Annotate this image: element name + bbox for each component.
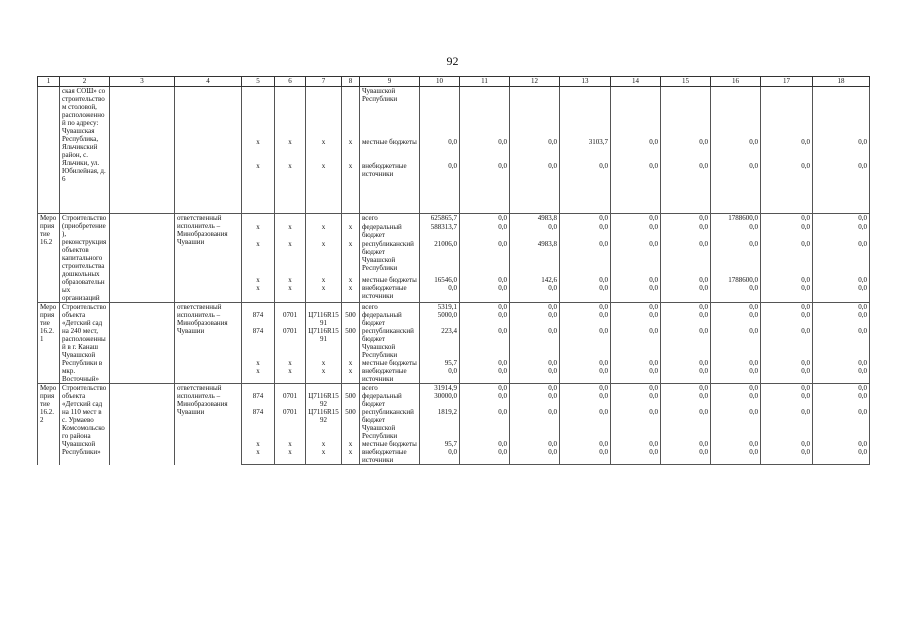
amount-cell: 0,0 (813, 223, 870, 241)
executor-cell (175, 87, 242, 214)
amount-cell: 0,0 (661, 327, 711, 359)
amount-cell: 0,0 (661, 240, 711, 275)
target-article-cell: x (306, 284, 342, 302)
amount-cell: 0,0 (510, 303, 560, 312)
target-article-cell: Ц7116R1592 (306, 392, 342, 408)
funding-source-cell: местные бюджеты (360, 138, 420, 163)
amount-cell: 0,0 (661, 138, 711, 163)
amount-cell: 0,0 (460, 367, 510, 384)
target-article-cell: x (306, 448, 342, 465)
expense-type-cell: x (342, 162, 360, 213)
target-article-cell: x (306, 440, 342, 448)
section-code-cell: x (275, 240, 306, 275)
amount-cell: 0,0 (560, 223, 611, 241)
amount-cell: 0,0 (510, 367, 560, 384)
funding-source-cell: внебюджетные источники (360, 367, 420, 384)
amount-cell: 0,0 (560, 392, 611, 408)
amount-cell: 0,0 (611, 240, 661, 275)
expense-type-cell: 500 (342, 327, 360, 359)
amount-cell: 0,0 (460, 448, 510, 465)
expense-type-cell: x (342, 284, 360, 302)
kbk-code-cell (242, 214, 275, 223)
amount-cell (611, 87, 661, 138)
amount-cell: 0,0 (611, 327, 661, 359)
expense-type-cell: 500 (342, 392, 360, 408)
column-number-8: 8 (342, 77, 360, 87)
kbk-code-cell: 874 (242, 392, 275, 408)
amount-cell: 0,0 (711, 392, 761, 408)
funding-source-cell: внебюджетные источники (360, 284, 420, 302)
expense-type-cell: x (342, 240, 360, 275)
amount-cell: 0,0 (460, 138, 510, 163)
measure-name-cell: Строительство объекта «Детский сад на 110 мест в с. Урмаево Комсомольского района Чувашской Республики» (60, 384, 110, 465)
amount-cell: 0,0 (761, 138, 813, 163)
kbk-code-cell: x (242, 367, 275, 384)
amount-cell: 0,0 (510, 359, 560, 367)
amount-cell: 0,0 (611, 303, 661, 312)
kbk-code-cell: 874 (242, 408, 275, 440)
amount-cell: 0,0 (560, 408, 611, 440)
funding-source-cell: всего (360, 303, 420, 312)
amount-cell: 0,0 (560, 162, 611, 213)
kbk-code-cell (242, 87, 275, 138)
section-code-cell: x (275, 276, 306, 285)
kbk-code-cell: 874 (242, 327, 275, 359)
amount-cell: 0,0 (510, 448, 560, 465)
amount-cell: 0,0 (661, 276, 711, 285)
expense-type-cell (342, 384, 360, 393)
amount-cell: 0,0 (460, 284, 510, 302)
amount-cell: 5319,1 (420, 303, 460, 312)
amount-cell: 0,0 (460, 327, 510, 359)
section-code-cell: x (275, 284, 306, 302)
target-article-cell (306, 303, 342, 312)
amount-cell: 0,0 (813, 303, 870, 312)
amount-cell: 0,0 (761, 284, 813, 302)
section-code-cell: x (275, 162, 306, 213)
kbk-code-cell: 874 (242, 311, 275, 327)
section-code-cell: x (275, 359, 306, 367)
amount-cell (661, 87, 711, 138)
amount-cell: 0,0 (761, 359, 813, 367)
kbk-code-cell: x (242, 448, 275, 465)
amount-cell: 1788600,0 (711, 276, 761, 285)
column-number-17: 17 (761, 77, 813, 87)
expense-type-cell: x (342, 276, 360, 285)
page-number: 92 (446, 54, 459, 68)
amount-cell: 0,0 (711, 223, 761, 241)
column-number-6: 6 (275, 77, 306, 87)
funding-source-cell: местные бюджеты (360, 359, 420, 367)
budget-table (37, 76, 870, 465)
kbk-code-cell: x (242, 284, 275, 302)
amount-cell: 21006,0 (420, 240, 460, 275)
amount-cell: 0,0 (420, 162, 460, 213)
amount-cell: 0,0 (611, 311, 661, 327)
section-code-cell (275, 303, 306, 312)
kbk-code-cell: x (242, 240, 275, 275)
executor-cell: ответственный исполнитель – Минобразования Чувашии (175, 384, 242, 465)
amount-cell: 0,0 (510, 311, 560, 327)
amount-cell: 0,0 (711, 284, 761, 302)
measure-id-cell (38, 138, 60, 163)
amount-cell: 625865,7 (420, 214, 460, 223)
amount-cell: 0,0 (560, 214, 611, 223)
section-code-cell: 0701 (275, 408, 306, 440)
funding-source-cell: федеральный бюджет (360, 223, 420, 241)
expense-type-cell: 500 (342, 408, 360, 440)
amount-cell: 0,0 (510, 384, 560, 393)
column-number-10: 10 (420, 77, 460, 87)
amount-cell: 0,0 (761, 162, 813, 213)
amount-cell: 16546,0 (420, 276, 460, 285)
empty-cell (110, 384, 175, 465)
column-number-12: 12 (510, 77, 560, 87)
column-number-1: 1 (38, 77, 60, 87)
table-row (38, 87, 870, 138)
amount-cell: 0,0 (661, 303, 711, 312)
section-code-cell: x (275, 448, 306, 465)
amount-cell: 0,0 (813, 384, 870, 393)
column-number-15: 15 (661, 77, 711, 87)
kbk-code-cell: x (242, 138, 275, 163)
amount-cell: 0,0 (661, 384, 711, 393)
expense-type-cell: x (342, 223, 360, 241)
amount-cell: 588313,7 (420, 223, 460, 241)
amount-cell: 0,0 (560, 448, 611, 465)
amount-cell: 0,0 (611, 359, 661, 367)
amount-cell: 0,0 (460, 359, 510, 367)
amount-cell: 0,0 (761, 448, 813, 465)
amount-cell: 0,0 (420, 367, 460, 384)
measure-id-cell: Мероприятие 16.2 (38, 214, 60, 303)
funding-source-cell: республиканский бюджет Чувашской Республики (360, 327, 420, 359)
amount-cell: 0,0 (460, 440, 510, 448)
expense-type-cell (342, 303, 360, 312)
amount-cell: 0,0 (611, 276, 661, 285)
amount-cell: 0,0 (560, 276, 611, 285)
amount-cell: 0,0 (761, 367, 813, 384)
amount-cell: 0,0 (761, 240, 813, 275)
amount-cell: 0,0 (460, 162, 510, 213)
expense-type-cell (342, 87, 360, 138)
amount-cell: 0,0 (460, 240, 510, 275)
amount-cell: 0,0 (510, 138, 560, 163)
amount-cell: 0,0 (761, 392, 813, 408)
amount-cell: 0,0 (460, 311, 510, 327)
section-code-cell: 0701 (275, 392, 306, 408)
amount-cell: 0,0 (761, 214, 813, 223)
amount-cell: 0,0 (510, 162, 560, 213)
target-article-cell: x (306, 240, 342, 275)
table-body (38, 87, 870, 465)
funding-source-cell: федеральный бюджет (360, 392, 420, 408)
amount-cell: 0,0 (813, 367, 870, 384)
amount-cell: 0,0 (661, 214, 711, 223)
amount-cell: 0,0 (510, 223, 560, 241)
target-article-cell (306, 87, 342, 138)
target-article-cell: x (306, 367, 342, 384)
measure-id-cell (38, 162, 60, 213)
amount-cell: 31914,9 (420, 384, 460, 393)
expense-type-cell: x (342, 440, 360, 448)
target-article-cell: x (306, 223, 342, 241)
expense-type-cell: 500 (342, 311, 360, 327)
section-code-cell (275, 214, 306, 223)
amount-cell: 0,0 (560, 311, 611, 327)
column-number-4: 4 (175, 77, 242, 87)
executor-cell: ответственный исполнитель – Минобразования Чувашии (175, 303, 242, 384)
amount-cell: 0,0 (420, 138, 460, 163)
target-article-cell (306, 384, 342, 393)
amount-cell: 223,4 (420, 327, 460, 359)
amount-cell: 0,0 (813, 138, 870, 163)
target-article-cell: Ц7116R1591 (306, 311, 342, 327)
amount-cell: 0,0 (711, 162, 761, 213)
amount-cell: 0,0 (761, 384, 813, 393)
amount-cell: 0,0 (611, 162, 661, 213)
section-code-cell (275, 87, 306, 138)
column-number-13: 13 (560, 77, 611, 87)
expense-type-cell: x (342, 367, 360, 384)
amount-cell: 0,0 (460, 303, 510, 312)
amount-cell: 0,0 (761, 327, 813, 359)
expense-type-cell: x (342, 448, 360, 465)
amount-cell: 0,0 (510, 392, 560, 408)
amount-cell: 0,0 (761, 276, 813, 285)
amount-cell: 0,0 (460, 408, 510, 440)
expense-type-cell (342, 214, 360, 223)
amount-cell: 0,0 (560, 303, 611, 312)
amount-cell: 0,0 (560, 284, 611, 302)
amount-cell: 3103,7 (560, 138, 611, 163)
amount-cell: 0,0 (813, 448, 870, 465)
target-article-cell: x (306, 138, 342, 163)
amount-cell: 0,0 (560, 359, 611, 367)
amount-cell: 0,0 (460, 276, 510, 285)
amount-cell: 95,7 (420, 440, 460, 448)
funding-source-cell: федеральный бюджет (360, 311, 420, 327)
executor-cell: ответственный исполнитель – Минобразования Чувашии (175, 214, 242, 303)
table-row (38, 303, 870, 312)
amount-cell: 0,0 (711, 384, 761, 393)
kbk-code-cell: x (242, 440, 275, 448)
funding-source-cell: всего (360, 214, 420, 223)
amount-cell: 0,0 (611, 138, 661, 163)
amount-cell: 0,0 (420, 448, 460, 465)
amount-cell: 0,0 (761, 408, 813, 440)
measure-name-cell: Строительство объекта «Детский сад на 240 мест, расположенный в г. Канаш Чувашской Республики в мкр. Восточный» (60, 303, 110, 384)
amount-cell: 0,0 (813, 311, 870, 327)
kbk-code-cell (242, 303, 275, 312)
amount-cell (560, 87, 611, 138)
column-number-5: 5 (242, 77, 275, 87)
amount-cell: 0,0 (560, 327, 611, 359)
amount-cell: 0,0 (813, 408, 870, 440)
amount-cell (813, 87, 870, 138)
amount-cell: 95,7 (420, 359, 460, 367)
amount-cell: 0,0 (711, 138, 761, 163)
amount-cell: 0,0 (661, 311, 711, 327)
column-number-3: 3 (110, 77, 175, 87)
target-article-cell: x (306, 359, 342, 367)
amount-cell: 0,0 (611, 214, 661, 223)
section-code-cell: x (275, 440, 306, 448)
amount-cell: 0,0 (611, 367, 661, 384)
amount-cell: 4983,8 (510, 240, 560, 275)
amount-cell (510, 87, 560, 138)
amount-cell: 0,0 (661, 367, 711, 384)
amount-cell: 0,0 (813, 392, 870, 408)
funding-source-cell: внебюджетные источники (360, 162, 420, 213)
amount-cell: 0,0 (711, 327, 761, 359)
amount-cell: 0,0 (560, 240, 611, 275)
amount-cell: 0,0 (661, 408, 711, 440)
amount-cell: 0,0 (560, 384, 611, 393)
column-number-18: 18 (813, 77, 870, 87)
amount-cell: 0,0 (611, 448, 661, 465)
column-number-7: 7 (306, 77, 342, 87)
section-code-cell: 0701 (275, 327, 306, 359)
amount-cell (761, 87, 813, 138)
column-number-header (38, 77, 870, 87)
amount-cell: 0,0 (813, 359, 870, 367)
amount-cell: 0,0 (510, 284, 560, 302)
kbk-code-cell: x (242, 162, 275, 213)
column-number-2: 2 (60, 77, 110, 87)
amount-cell: 0,0 (711, 311, 761, 327)
amount-cell: 1819,2 (420, 408, 460, 440)
kbk-code-cell: x (242, 276, 275, 285)
amount-cell: 0,0 (661, 223, 711, 241)
amount-cell: 0,0 (711, 240, 761, 275)
amount-cell: 0,0 (510, 408, 560, 440)
amount-cell: 0,0 (711, 408, 761, 440)
expense-type-cell: x (342, 138, 360, 163)
funding-source-cell: местные бюджеты (360, 276, 420, 285)
section-code-cell: 0701 (275, 311, 306, 327)
amount-cell: 0,0 (510, 440, 560, 448)
amount-cell: 0,0 (611, 384, 661, 393)
amount-cell: 0,0 (460, 223, 510, 241)
expense-type-cell: x (342, 359, 360, 367)
funding-source-cell: внебюджетные источники (360, 448, 420, 465)
amount-cell: 0,0 (611, 408, 661, 440)
amount-cell: 0,0 (611, 392, 661, 408)
kbk-code-cell: x (242, 359, 275, 367)
target-article-cell (306, 214, 342, 223)
column-number-16: 16 (711, 77, 761, 87)
amount-cell: 0,0 (611, 284, 661, 302)
kbk-code-cell: x (242, 223, 275, 241)
amount-cell: 1788600,0 (711, 214, 761, 223)
empty-cell (110, 214, 175, 303)
amount-cell: 0,0 (813, 276, 870, 285)
amount-cell: 0,0 (560, 440, 611, 448)
measure-name-cell: Строительство (приобретение), реконструкция объектов капитального строительства дошкольных образовательных организаций (60, 214, 110, 303)
target-article-cell: x (306, 162, 342, 213)
amount-cell: 0,0 (813, 284, 870, 302)
empty-cell (110, 303, 175, 384)
amount-cell: 0,0 (661, 359, 711, 367)
amount-cell: 0,0 (661, 440, 711, 448)
amount-cell: 0,0 (711, 303, 761, 312)
amount-cell: 0,0 (611, 440, 661, 448)
column-number-9: 9 (360, 77, 420, 87)
amount-cell: 0,0 (761, 223, 813, 241)
amount-cell: 0,0 (711, 367, 761, 384)
amount-cell: 0,0 (711, 359, 761, 367)
section-code-cell: x (275, 223, 306, 241)
kbk-code-cell (242, 384, 275, 393)
amount-cell: 30000,0 (420, 392, 460, 408)
target-article-cell: Ц7116R1592 (306, 408, 342, 440)
measure-id-cell: Мероприятие 16.2.2 (38, 384, 60, 465)
target-article-cell: x (306, 276, 342, 285)
amount-cell (711, 87, 761, 138)
measure-id-cell (38, 87, 60, 138)
amount-cell: 0,0 (661, 284, 711, 302)
amount-cell: 5000,0 (420, 311, 460, 327)
table-row (38, 214, 870, 223)
amount-cell: 0,0 (420, 284, 460, 302)
amount-cell: 0,0 (661, 162, 711, 213)
amount-cell: 0,0 (813, 214, 870, 223)
amount-cell: 0,0 (711, 448, 761, 465)
amount-cell: 0,0 (813, 327, 870, 359)
funding-source-cell: местные бюджеты (360, 440, 420, 448)
amount-cell: 0,0 (761, 440, 813, 448)
amount-cell: 142,6 (510, 276, 560, 285)
column-number-14: 14 (611, 77, 661, 87)
funding-source-cell: Чувашской Республики (360, 87, 420, 138)
column-number-11: 11 (460, 77, 510, 87)
amount-cell: 0,0 (813, 440, 870, 448)
amount-cell: 0,0 (711, 440, 761, 448)
amount-cell (460, 87, 510, 138)
section-code-cell: x (275, 138, 306, 163)
empty-cell (110, 87, 175, 214)
amount-cell: 0,0 (761, 303, 813, 312)
amount-cell: 0,0 (813, 162, 870, 213)
funding-source-cell: республиканский бюджет Чувашской Республики (360, 240, 420, 275)
amount-cell: 0,0 (510, 327, 560, 359)
target-article-cell: Ц7116R1591 (306, 327, 342, 359)
measure-name-cell: ская СОШ» со строительством столовой, расположенной по адресу: Чувашская Республика, Яльчикский район, с. Яльчики, ул. Юбилейная, д. 6 (60, 87, 110, 214)
amount-cell: 0,0 (611, 223, 661, 241)
amount-cell: 0,0 (460, 384, 510, 393)
amount-cell: 0,0 (813, 240, 870, 275)
measure-id-cell: Мероприятие 16.2.1 (38, 303, 60, 384)
section-code-cell: x (275, 367, 306, 384)
amount-cell: 0,0 (560, 367, 611, 384)
amount-cell: 0,0 (661, 392, 711, 408)
table-row (38, 384, 870, 393)
amount-cell: 4983,8 (510, 214, 560, 223)
amount-cell: 0,0 (661, 448, 711, 465)
amount-cell: 0,0 (460, 392, 510, 408)
amount-cell: 0,0 (761, 311, 813, 327)
section-code-cell (275, 384, 306, 393)
funding-source-cell: всего (360, 384, 420, 393)
amount-cell: 0,0 (460, 214, 510, 223)
amount-cell (420, 87, 460, 138)
funding-source-cell: республиканский бюджет Чувашской Республики (360, 408, 420, 440)
